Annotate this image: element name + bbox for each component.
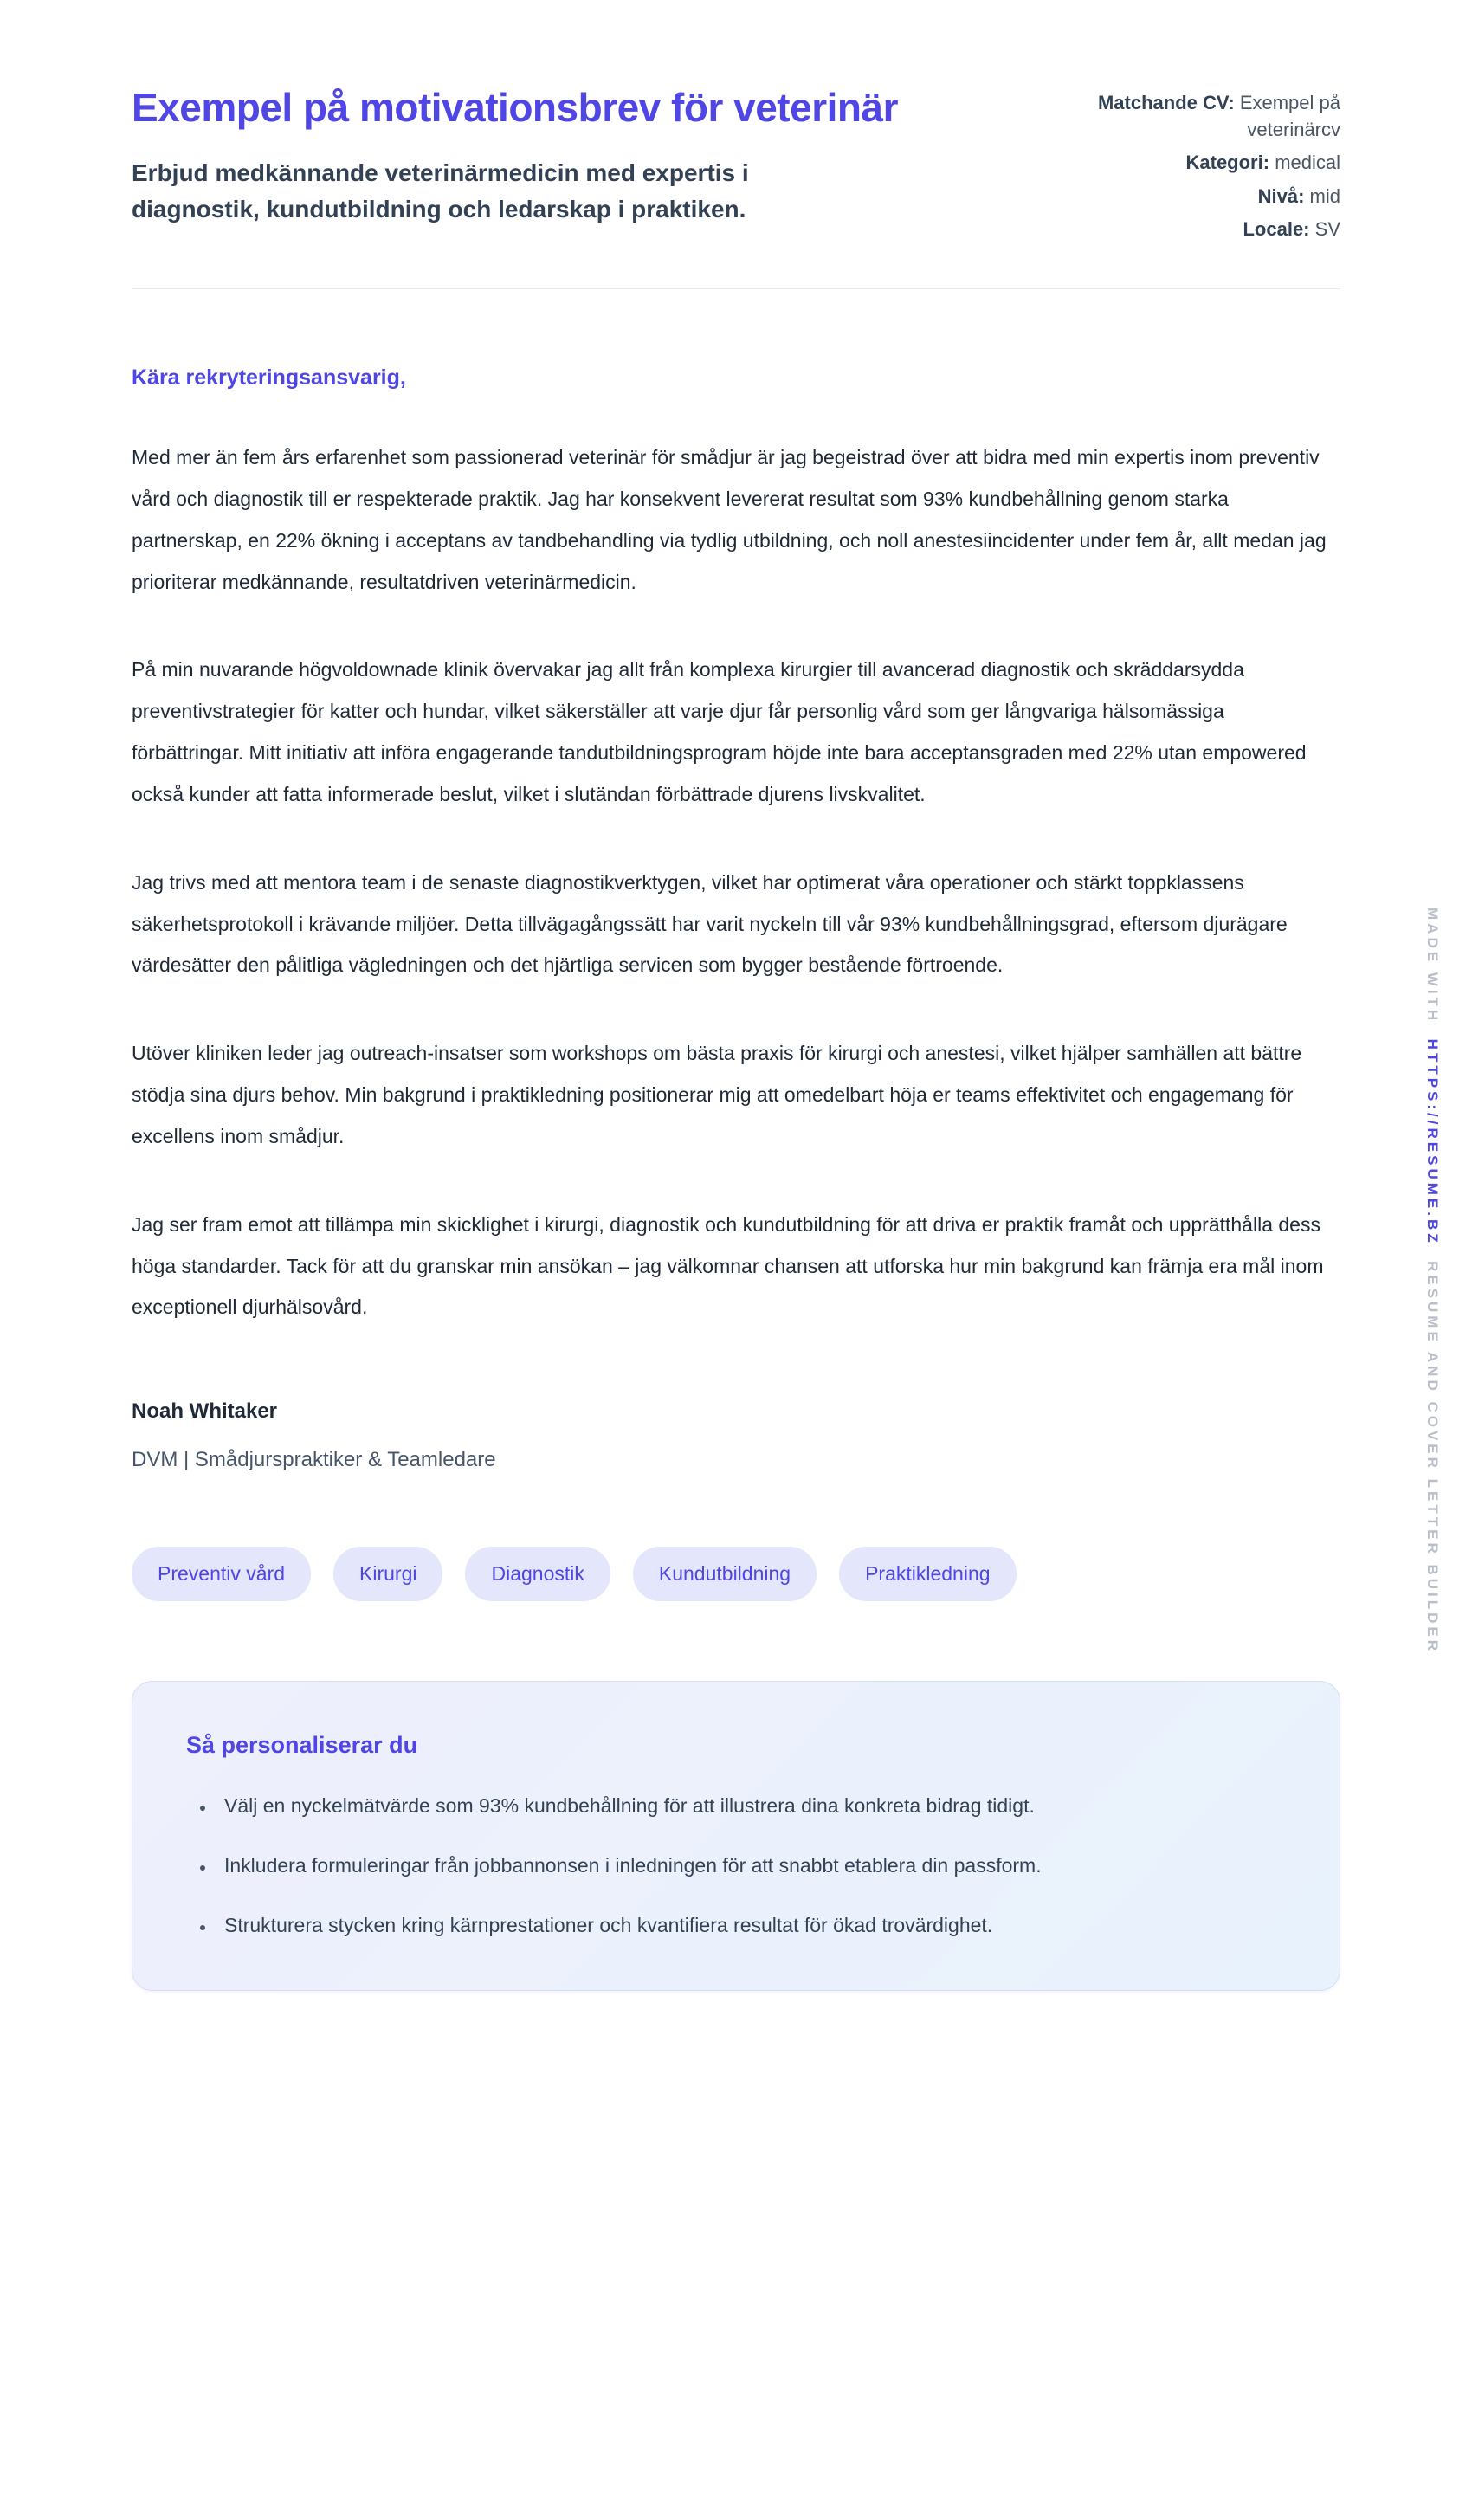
signature-role: DVM | Smådjurspraktiker & Teamledare	[132, 1448, 496, 1472]
meta-level-value: mid	[1309, 184, 1340, 207]
letter-paragraph-5: Jag ser fram emot att tillämpa min skicklighet i kirurgi, diagnostik och kundutbildning för att driva er praktik framåt och upprätthålla dess höga standarder. Tack för att du granskar min ansökan – jag välkomnar chansen att utforska hur min bakgrund kan främja era mål inom exceptionell djurhälsovård.	[132, 1212, 1324, 1319]
meta-level-label: Nivå:	[1257, 184, 1305, 207]
meta-matching-cv-value: Exempel på veterinärcv	[1239, 92, 1340, 141]
salutation: Kära rekryteringsansvarig,	[132, 365, 406, 391]
tag-kundutbildning[interactable]: Kundutbildning	[633, 1547, 817, 1601]
letter-paragraph-1: Med mer än fem års erfarenhet som passionerad veterinär för smådjur är jag begeistrad över att bidra med min expertis inom preventiv vård och diagnostik till er respekterade praktik. Jag har konsekvent levererat resultat som 93% kundbehållning genom starka partnerskap, en 22% ökning i acceptans av tandbehandling via tydlig utbildning, och noll anestesiincidenter under fem år, allt medan jag prioriterar medkännande, resultatdriven veterinärmedicin.	[132, 446, 1327, 593]
letter-paragraph-4: Utöver kliniken leder jag outreach-insatser som workshops om bästa praxis för kirurgi och anestesi, vilket hjälper samhällen att bättre stödja sina djurs behov. Min bakgrund i praktikledning positionerar mig att omedelbart höja er teams effektivitet och engagemang för excellens inom smådjur.	[132, 1042, 1302, 1147]
page-title: Exempel på motivationsbrev för veterinär	[132, 85, 898, 130]
letter-body	[132, 365, 1340, 1472]
meta-locale-value: SV	[1314, 217, 1340, 240]
tip-item-2: • Inkludera formuleringar från jobbannonsen i inledningen för att snabbt etablera din passform.	[216, 1846, 1286, 1885]
made-with-ribbon	[1424, 908, 1441, 1654]
tips-title: Så personaliserar du	[186, 1732, 418, 1759]
tag-preventiv-vard[interactable]: Preventiv vård	[132, 1547, 311, 1601]
tip-item-3: • Strukturera stycken kring kärnprestationer och kvantifiera resultat för ökad trovärdighet.	[216, 1906, 1286, 1945]
meta-category-value: medical	[1275, 152, 1340, 174]
tag-diagnostik[interactable]: Diagnostik	[465, 1547, 610, 1601]
signature-block	[132, 1399, 1340, 1472]
header-divider	[132, 288, 1340, 289]
meta-category-label: Kategori:	[1185, 152, 1270, 174]
tips-list	[186, 1787, 1286, 1945]
ribbon-suffix: RESUME AND COVER LETTER BUILDER	[1424, 1261, 1441, 1655]
ribbon-prefix: MADE WITH	[1424, 908, 1441, 1024]
meta-locale-label: Locale:	[1243, 217, 1310, 240]
tip-item-1: • Välj en nyckelmätvärde som 93% kundbehållning för att illustrera dina konkreta bidrag tidigt.	[216, 1787, 1286, 1825]
page-subtitle: Erbjud medkännande veterinärmedicin med expertis i diagnostik, kundutbildning och ledarskap i praktiken.	[132, 159, 749, 223]
meta-locale	[1072, 216, 1340, 242]
letter-paragraph-3: Jag trivs med att mentora team i de senaste diagnostikverktygen, vilket har optimerat våra operationer och stärkt toppklassens säkerhetsprotokoll i krävande miljöer. Detta tillvägagångssätt har varit nyckeln till vår 93% kundbehållningsgrad, eftersom djurägare värdesätter den pålitliga vägledningen och det hjärtliga servicen som bygger bestående förtroende.	[132, 870, 1288, 977]
personalization-tips-box	[132, 1681, 1340, 1991]
meta-category	[1072, 149, 1340, 176]
tag-kirurgi[interactable]: Kirurgi	[333, 1547, 442, 1601]
letter-paragraph-2: På min nuvarande högvoldownade klinik övervakar jag allt från komplexa kirurgier till avancerad diagnostik och skräddarsydda preventivstrategier för katter och hundar, vilket säkerställer att varje djur får personlig vård som ger långvariga hälsomässiga förbättringar. Mitt initiativ att införa engagerande tandutbildningsprogram höjde inte bara acceptansgraden med 22% utan empowered också kunder att fatta informerade beslut, vilket i slutändan förbättrade djurens livskvalitet.	[132, 658, 1307, 805]
skill-tags-row	[132, 1547, 1340, 1601]
ribbon-resume-bz-link[interactable]: HTTPS://RESUME.BZ	[1424, 1038, 1441, 1246]
page-header	[132, 82, 1340, 249]
meta-matching-cv-label: Matchande CV:	[1097, 92, 1235, 113]
signature-name: Noah Whitaker	[132, 1399, 278, 1424]
meta-panel	[1072, 82, 1340, 249]
meta-level	[1072, 183, 1340, 210]
meta-matching-cv	[1072, 89, 1340, 143]
header-title-block	[132, 82, 898, 228]
tag-praktikledning[interactable]: Praktikledning	[839, 1547, 1016, 1601]
